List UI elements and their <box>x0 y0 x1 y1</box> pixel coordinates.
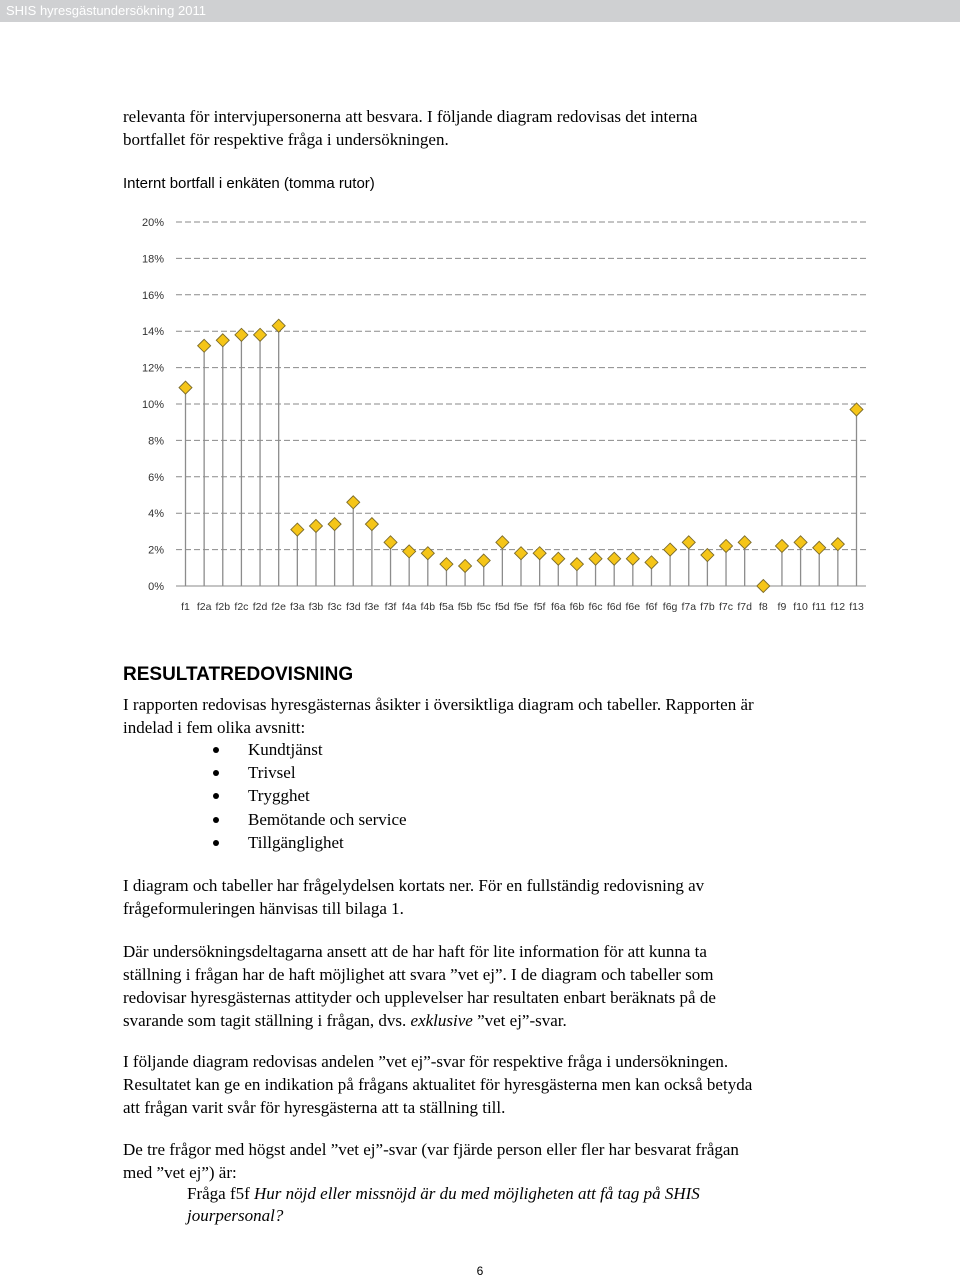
data-point-f2a <box>198 339 211 352</box>
results-p5-line-2: med ”vet ej”) är: <box>123 1163 237 1182</box>
section-list-item: Trivsel <box>213 761 407 784</box>
results-p3-line-4 <box>123 1011 567 1030</box>
vet-ej-chart-paragraph <box>123 1050 843 1119</box>
x-tick-label: f5f <box>533 601 546 613</box>
results-p3-line-2: ställning i frågan har de haft möjlighet att svara ”vet ej”. I de diagram och tabeller som <box>123 965 714 984</box>
data-point-f10 <box>794 536 807 549</box>
data-point-f13 <box>850 403 863 416</box>
section-list-item: Trygghet <box>213 784 407 807</box>
x-tick-label: f6b <box>569 601 585 613</box>
y-tick-label: 8% <box>148 435 164 448</box>
x-tick-label: f2e <box>271 601 286 613</box>
chart-y-tick-labels <box>142 217 164 593</box>
x-tick-label: f11 <box>812 601 827 613</box>
x-tick-label: f6e <box>625 601 641 613</box>
data-point-f11 <box>813 541 826 554</box>
top-three-paragraph <box>123 1138 843 1184</box>
section-list-item: Tillgänglighet <box>213 831 407 854</box>
data-point-f3e <box>365 518 378 531</box>
data-point-f5b <box>459 559 472 572</box>
chart-title: Internt bortfall i enkäten (tomma rutor) <box>123 175 375 192</box>
chart-x-tick-labels <box>181 601 864 613</box>
data-point-f6b <box>570 558 583 571</box>
data-point-f5c <box>477 554 490 567</box>
x-tick-label: f6g <box>662 601 678 613</box>
x-tick-label: f2a <box>196 601 212 613</box>
data-point-f6e <box>626 552 639 565</box>
section-list-item: Kundtjänst <box>213 738 407 761</box>
x-tick-label: f9 <box>777 601 787 613</box>
y-tick-label: 12% <box>141 362 164 375</box>
x-tick-label: f10 <box>793 601 808 613</box>
x-tick-label: f4b <box>420 601 436 613</box>
data-point-f5a <box>440 558 453 571</box>
data-point-f3c <box>328 518 341 531</box>
x-tick-label: f2d <box>252 601 268 613</box>
x-tick-label: f8 <box>758 601 768 613</box>
results-p1-line-2: indelad i fem olika avsnitt: <box>123 718 306 737</box>
x-tick-label: f3b <box>308 601 324 613</box>
quote-line-1: Hur nöjd eller missnöjd är du med möjligheten att få tag på SHIS <box>254 1184 700 1203</box>
question-quote <box>187 1183 827 1227</box>
x-tick-label: f2b <box>215 601 231 613</box>
data-point-f7c <box>720 539 733 552</box>
results-p3-line-4-start: svarande som tagit ställning i frågan, dvs. <box>123 1011 411 1030</box>
data-point-f3d <box>347 496 360 509</box>
data-point-f3f <box>384 536 397 549</box>
page-number: 6 <box>476 1264 484 1278</box>
chart-markers <box>179 319 863 592</box>
data-point-f7b <box>701 549 714 562</box>
x-tick-label: f3c <box>327 601 342 613</box>
x-tick-label: f3f <box>384 601 397 613</box>
y-tick-label: 2% <box>148 544 164 557</box>
results-p3-line-3: redovisar hyresgästernas attityder och upplevelser har resultaten enbart beräknats på de <box>123 988 716 1007</box>
y-tick-label: 20% <box>141 217 164 229</box>
data-point-f2e <box>272 319 285 332</box>
intro-paragraph <box>123 105 843 151</box>
x-tick-label: f5c <box>476 601 491 613</box>
results-p5-line-1: De tre frågor med högst andel ”vet ej”-svar (var fjärde person eller fler har besvarat frågan <box>123 1140 739 1159</box>
x-tick-label: f1 <box>181 601 190 613</box>
x-tick-label: f6a <box>550 601 566 613</box>
x-tick-label: f4a <box>401 601 417 613</box>
section-heading: RESULTATREDOVISNING <box>123 664 354 685</box>
data-point-f2b <box>216 334 229 347</box>
results-p2-line-1: I diagram och tabeller har frågelydelsen kortats ner. För en fullständig redovisning av <box>123 876 705 895</box>
x-tick-label: f3e <box>364 601 380 613</box>
abbreviation-paragraph <box>123 874 843 920</box>
x-tick-label: f7a <box>681 601 697 613</box>
x-tick-label: f13 <box>849 601 864 613</box>
data-point-f6f <box>645 556 658 569</box>
x-tick-label: f3d <box>345 601 361 613</box>
x-tick-label: f6c <box>588 601 603 613</box>
data-point-f5f <box>533 547 546 560</box>
data-point-f5d <box>496 536 509 549</box>
x-tick-label: f12 <box>830 601 846 613</box>
quote-line-2: jourpersonal? <box>187 1206 284 1225</box>
data-point-f1 <box>179 381 192 394</box>
x-tick-label: f5b <box>457 601 473 613</box>
data-point-f6d <box>608 552 621 565</box>
data-point-f6c <box>589 552 602 565</box>
data-point-f9 <box>775 539 788 552</box>
y-tick-label: 6% <box>148 471 164 484</box>
exklusive-emphasis: exklusive <box>410 1011 473 1030</box>
running-header-title: SHIS hyresgästundersökning 2011 <box>6 3 206 18</box>
results-p4-line-1: I följande diagram redovisas andelen ”vet ej”-svar för respektive fråga i undersökningen. <box>123 1052 729 1071</box>
data-point-f2c <box>235 328 248 341</box>
results-p3-line-1: Där undersökningsdeltagarna ansett att de har haft för lite information för att kunna ta <box>123 942 707 961</box>
intro-results-paragraph <box>123 693 843 739</box>
data-point-f12 <box>831 538 844 551</box>
vet-ej-method-paragraph <box>123 940 843 1032</box>
quote-label: Fråga f5f <box>187 1184 255 1203</box>
data-point-f3a <box>291 523 304 536</box>
intro-line-1: relevanta för intervjupersonerna att besvara. I följande diagram redovisas det interna <box>123 107 698 126</box>
data-point-f8 <box>757 580 770 593</box>
y-tick-label: 4% <box>148 508 164 521</box>
x-tick-label: f6d <box>606 601 622 613</box>
y-tick-label: 14% <box>141 326 164 339</box>
data-point-f4b <box>421 547 434 560</box>
chart-gridlines <box>176 222 866 586</box>
results-p1-line-1: I rapporten redovisas hyresgästernas åsikter i översiktliga diagram och tabeller. Rapporten är <box>123 695 754 714</box>
data-point-f4a <box>403 545 416 558</box>
running-header <box>0 0 960 22</box>
x-tick-label: f7b <box>700 601 715 613</box>
x-tick-label: f3a <box>290 601 305 613</box>
x-tick-label: f7d <box>737 601 752 613</box>
data-point-f2d <box>254 328 267 341</box>
y-tick-label: 0% <box>148 581 164 593</box>
x-tick-label: f6f <box>645 601 658 613</box>
results-p4-line-3: att frågan varit svår för hyresgästerna att ta ställning till. <box>123 1098 506 1117</box>
x-tick-label: f5a <box>439 601 454 613</box>
x-tick-label: f7c <box>719 601 734 613</box>
results-p3-line-4-end: ”vet ej”-svar. <box>472 1011 567 1030</box>
data-point-f7d <box>738 536 751 549</box>
y-tick-label: 10% <box>141 399 164 411</box>
x-tick-label: f5d <box>495 601 510 613</box>
y-tick-label: 16% <box>141 289 164 302</box>
results-p4-line-2: Resultatet kan ge en indikation på frågans aktualitet för hyresgästerna men kan också betyda <box>123 1075 753 1094</box>
missing-answers-chart <box>0 210 960 630</box>
data-point-f5e <box>515 547 528 560</box>
intro-line-2: bortfallet för respektive fråga i undersökningen. <box>123 130 449 149</box>
x-tick-label: f5e <box>513 601 529 613</box>
x-tick-label: f2c <box>234 601 249 613</box>
data-point-f6a <box>552 552 565 565</box>
data-point-f7a <box>682 536 695 549</box>
section-list-item: Bemötande och service <box>213 808 407 831</box>
data-point-f6g <box>664 543 677 556</box>
y-tick-label: 18% <box>141 253 164 266</box>
section-list <box>213 738 407 854</box>
data-point-f3b <box>309 519 322 532</box>
results-p2-line-2: frågeformuleringen hänvisas till bilaga 1. <box>123 899 404 918</box>
